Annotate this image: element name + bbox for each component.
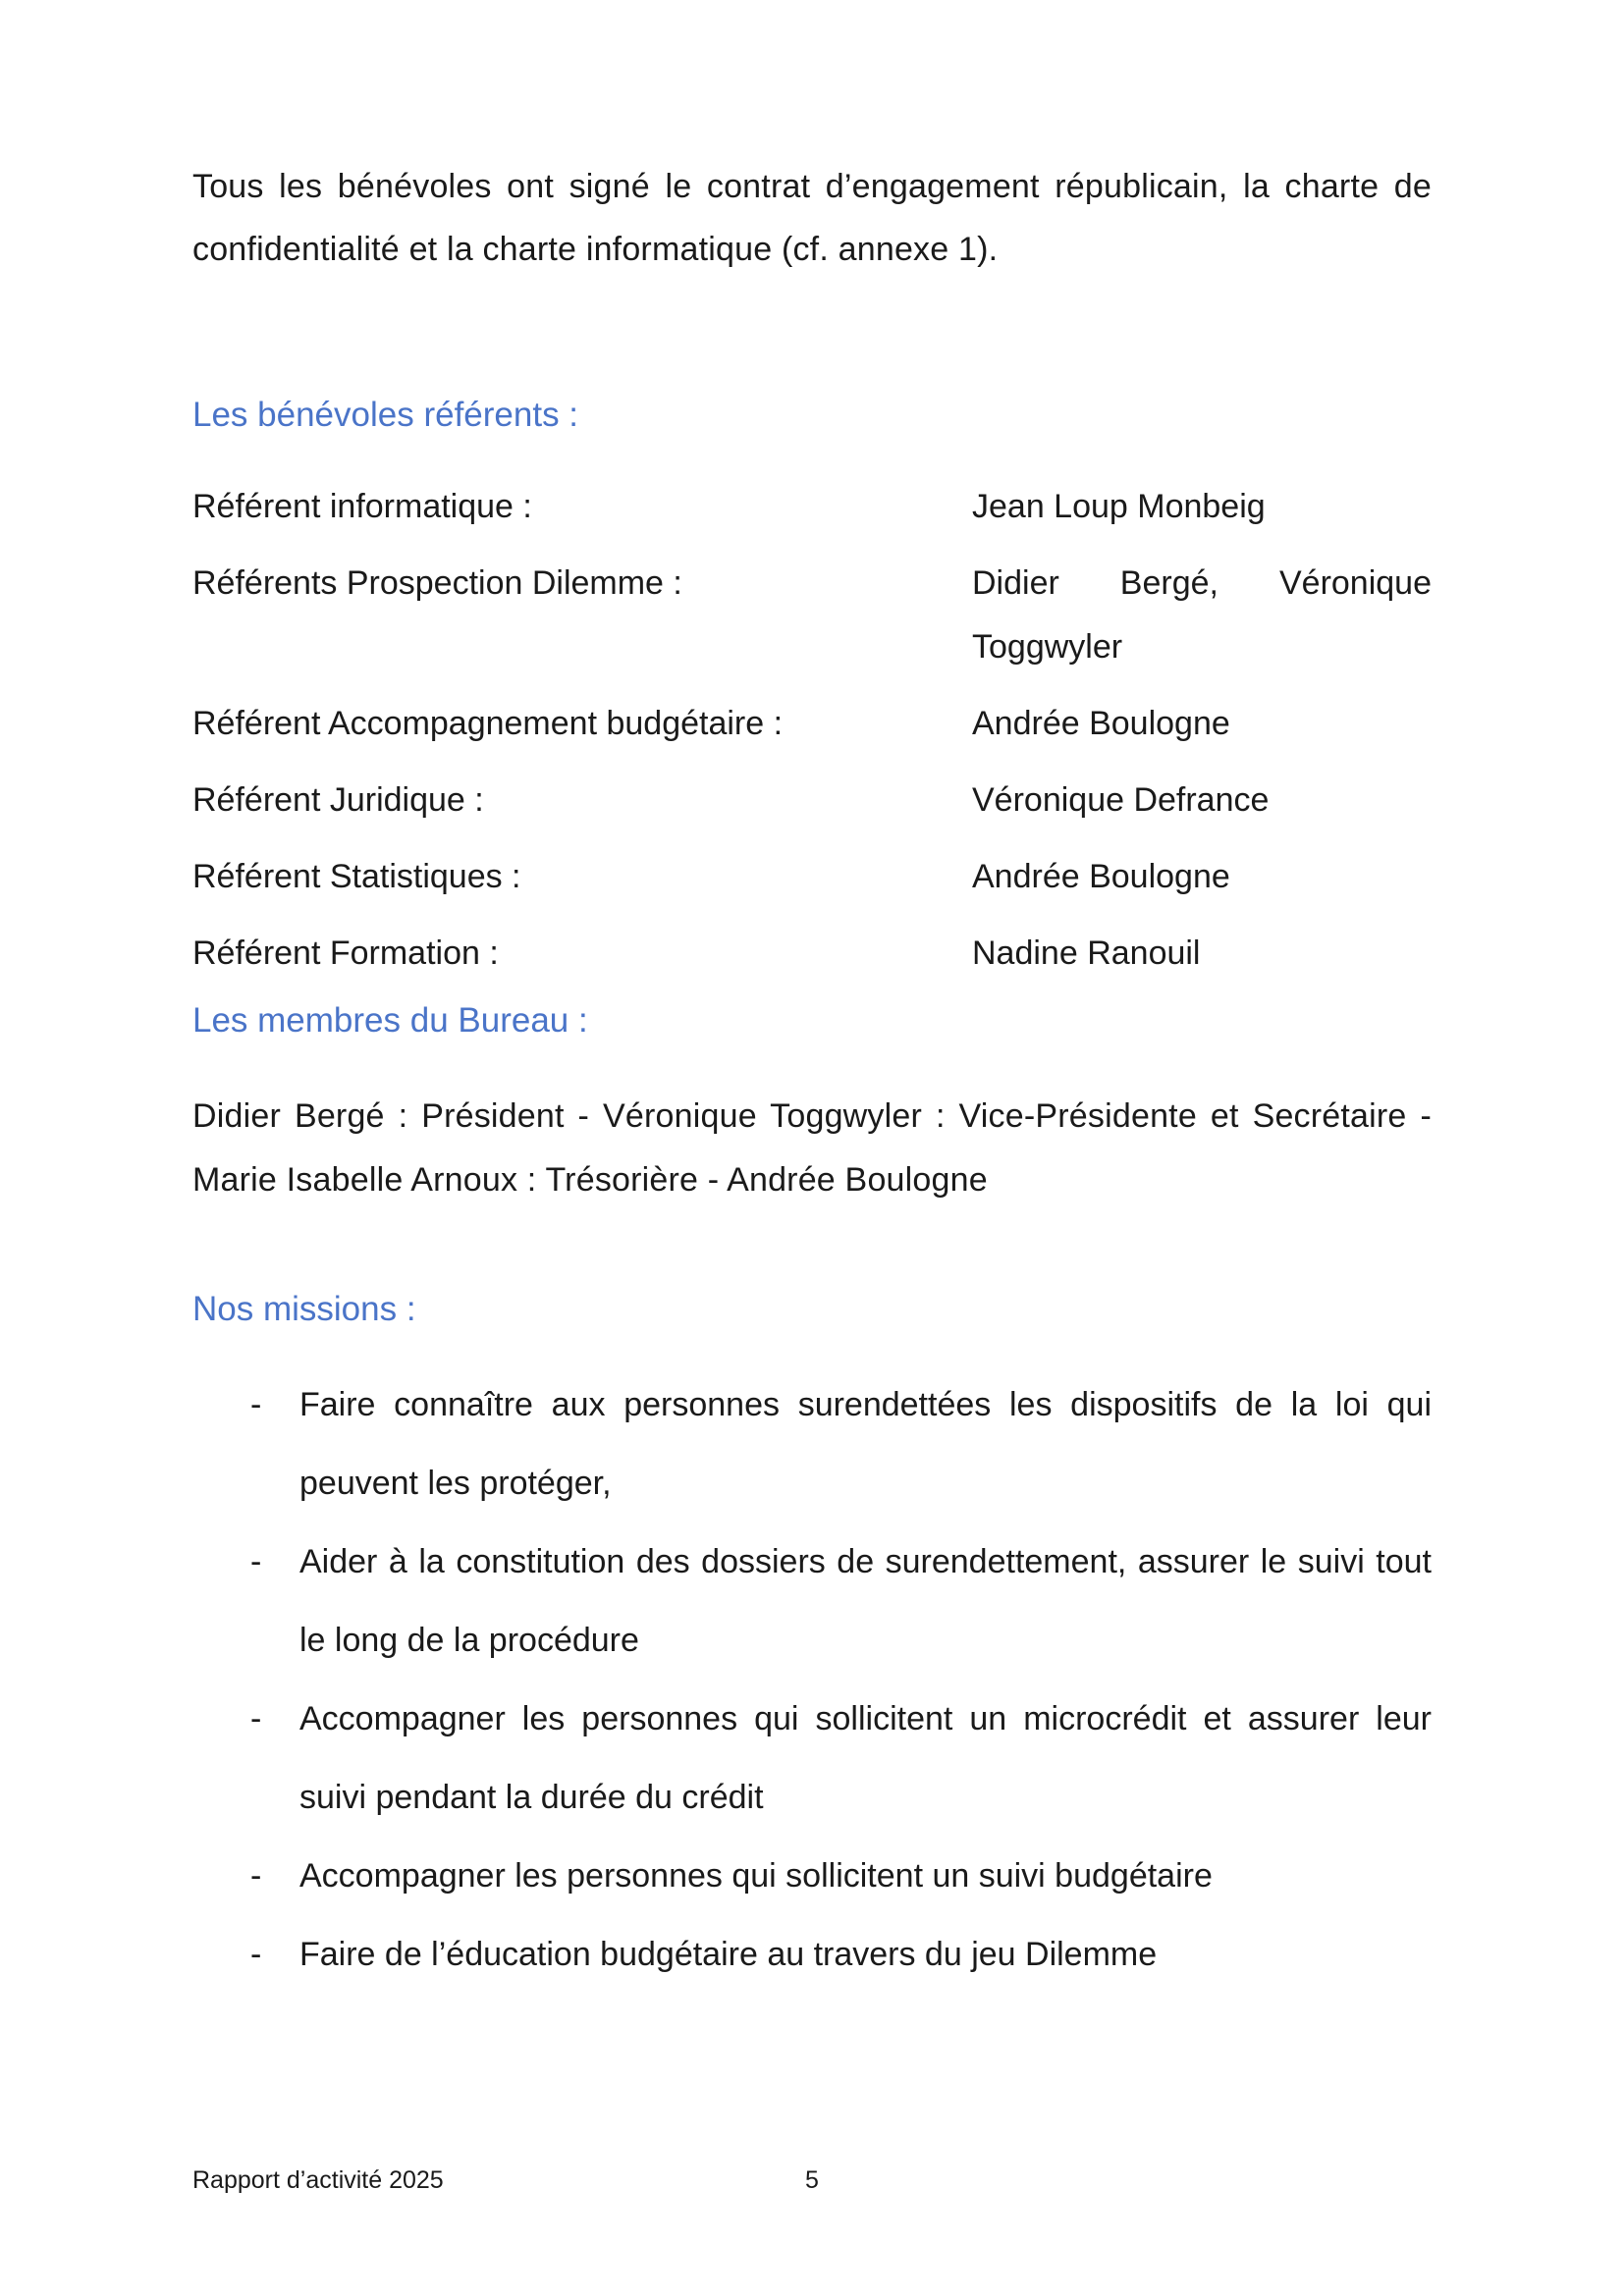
bullet-dash: - bbox=[250, 1936, 262, 1973]
missions-heading: Nos missions : bbox=[192, 1290, 416, 1328]
bullet-dash: - bbox=[250, 1386, 262, 1423]
referent-label: Référent informatique : bbox=[192, 488, 532, 525]
referent-label: Référent Juridique : bbox=[192, 781, 484, 819]
referent-label: Référents Prospection Dilemme : bbox=[192, 564, 682, 602]
mission-text: Faire connaître aux personnes surendettées les dispositifs de la loi qui peuvent les protéger, bbox=[299, 1386, 1432, 1502]
missions-list bbox=[192, 1365, 1432, 1994]
bullet-dash: - bbox=[250, 1543, 262, 1580]
referent-row bbox=[192, 769, 1432, 832]
referents-heading: Les bénévoles référents : bbox=[192, 396, 579, 434]
referent-row bbox=[192, 475, 1432, 539]
referent-row bbox=[192, 692, 1432, 756]
referent-label: Référent Formation : bbox=[192, 934, 499, 972]
mission-text: Accompagner les personnes qui sollicitent un suivi budgétaire bbox=[299, 1857, 1213, 1895]
mission-text: Aider à la constitution des dossiers de surendettement, assurer le suivi tout le long de la procédure bbox=[299, 1543, 1432, 1659]
bullet-dash: - bbox=[250, 1857, 262, 1895]
list-item bbox=[250, 1680, 1432, 1837]
referent-value: Jean Loup Monbeig bbox=[972, 488, 1266, 525]
referents-list bbox=[192, 475, 1432, 986]
bureau-heading: Les membres du Bureau : bbox=[192, 1001, 588, 1040]
page-number: 5 bbox=[805, 2166, 819, 2194]
bullet-dash: - bbox=[250, 1700, 262, 1737]
bureau-paragraph: Didier Bergé : Président - Véronique Toggwyler : Vice-Présidente et Secrétaire - Marie Isabelle Arnoux : Trésorière - Andrée Boulogne bbox=[192, 1097, 1432, 1199]
referent-value: Véronique Defrance bbox=[972, 781, 1270, 819]
referent-value: Didier Bergé, Véronique Toggwyler bbox=[972, 564, 1432, 666]
mission-text: Faire de l’éducation budgétaire au travers du jeu Dilemme bbox=[299, 1936, 1158, 1973]
list-item bbox=[250, 1365, 1432, 1522]
page-footer bbox=[192, 2164, 1432, 2196]
list-item bbox=[250, 1915, 1432, 1994]
referent-row bbox=[192, 845, 1432, 909]
referent-row bbox=[192, 922, 1432, 986]
referent-row bbox=[192, 552, 1432, 679]
referent-label: Référent Statistiques : bbox=[192, 858, 521, 895]
list-item bbox=[250, 1522, 1432, 1680]
referent-label: Référent Accompagnement budgétaire : bbox=[192, 705, 784, 742]
footer-report-title: Rapport d’activité 2025 bbox=[192, 2166, 444, 2194]
list-item bbox=[250, 1837, 1432, 1915]
referent-value: Andrée Boulogne bbox=[972, 705, 1230, 742]
referent-value: Nadine Ranouil bbox=[972, 934, 1201, 972]
intro-paragraph: Tous les bénévoles ont signé le contrat d’engagement républicain, la charte de confidentialité et la charte informatique (cf. annexe 1). bbox=[192, 168, 1432, 268]
mission-text: Accompagner les personnes qui sollicitent un microcrédit et assurer leur suivi pendant la durée du crédit bbox=[299, 1700, 1432, 1816]
referent-value: Andrée Boulogne bbox=[972, 858, 1230, 895]
